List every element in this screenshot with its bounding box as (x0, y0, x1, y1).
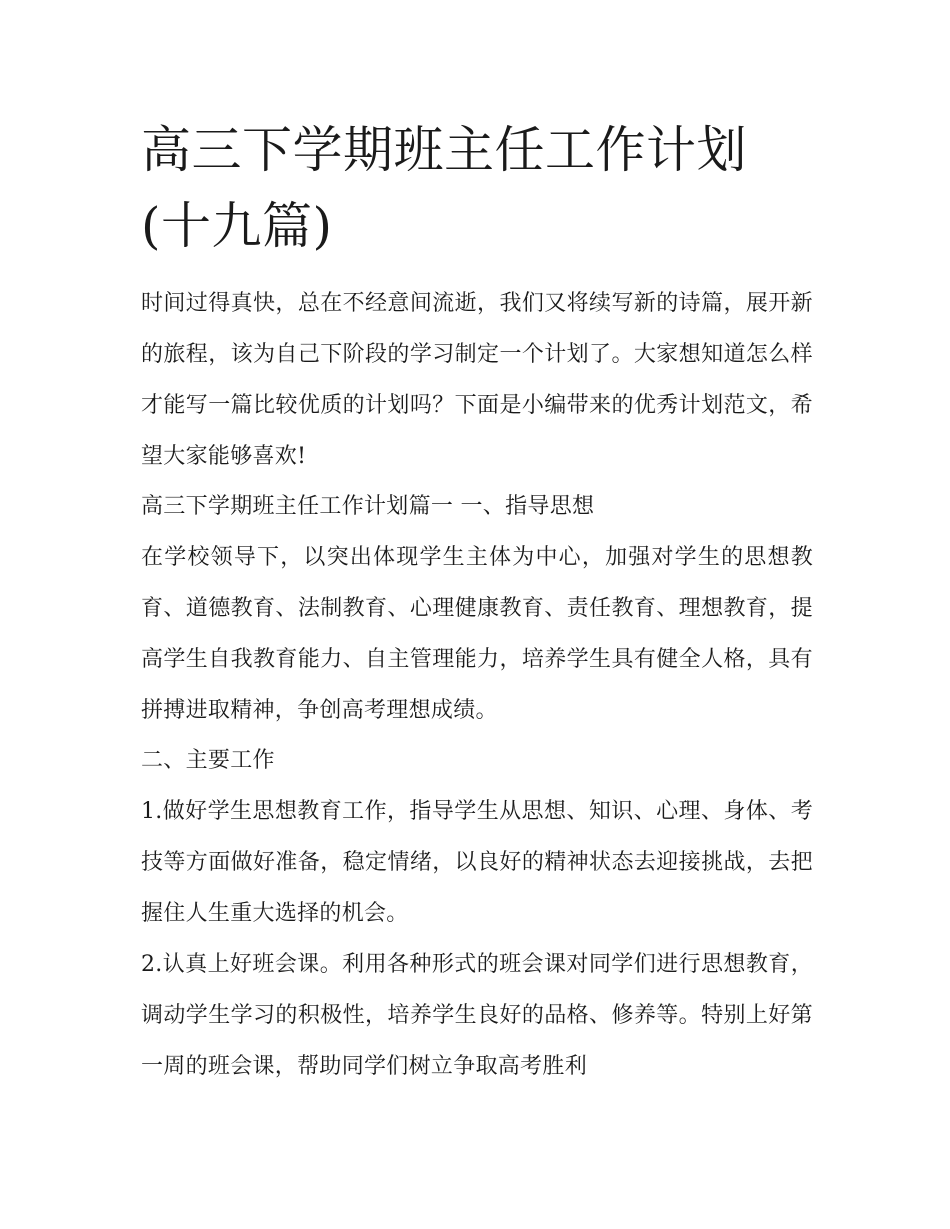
document-page (141, 112, 813, 1092)
main-work-item-1: 1.做好学生思想教育工作，指导学生从思想、知识、心理、身体、考技等方面做好准备，稳定情绪，以良好的精神状态去迎接挑战，去把握住人生重大选择的机会。 (141, 799, 813, 926)
guiding-ideology-paragraph: 在学校领导下，以突出体现学生主体为中心，加强对学生的思想教育、道德教育、法制教育、心理健康教育、责任教育、理想教育，提高学生自我教育能力、自主管理能力，培养学生具有健全人格，具有拼搏进取精神，争创高考理想成绩。 (141, 545, 813, 723)
intro-paragraph: 时间过得真快，总在不经意间流逝，我们又将续写新的诗篇，展开新的旅程，该为自己下阶段的学习制定一个计划了。大家想知道怎么样才能写一篇比较优质的计划吗？下面是小编带来的优秀计划范文，希望大家能够喜欢! (141, 291, 813, 469)
document-title: 高三下学期班主任工作计划(十九篇) (141, 121, 747, 255)
section-heading-main-work: 二、主要工作 (141, 748, 275, 773)
main-work-item-2: 2.认真上好班会课。利用各种形式的班会课对同学们进行思想教育，调动学生学习的积极性，培养学生良好的品格、修养等。特别上好第一周的班会课，帮助同学们树立争取高考胜利 (141, 952, 813, 1079)
section-heading-guiding-ideology: 高三下学期班主任工作计划篇一 一、指导思想 (141, 494, 595, 519)
